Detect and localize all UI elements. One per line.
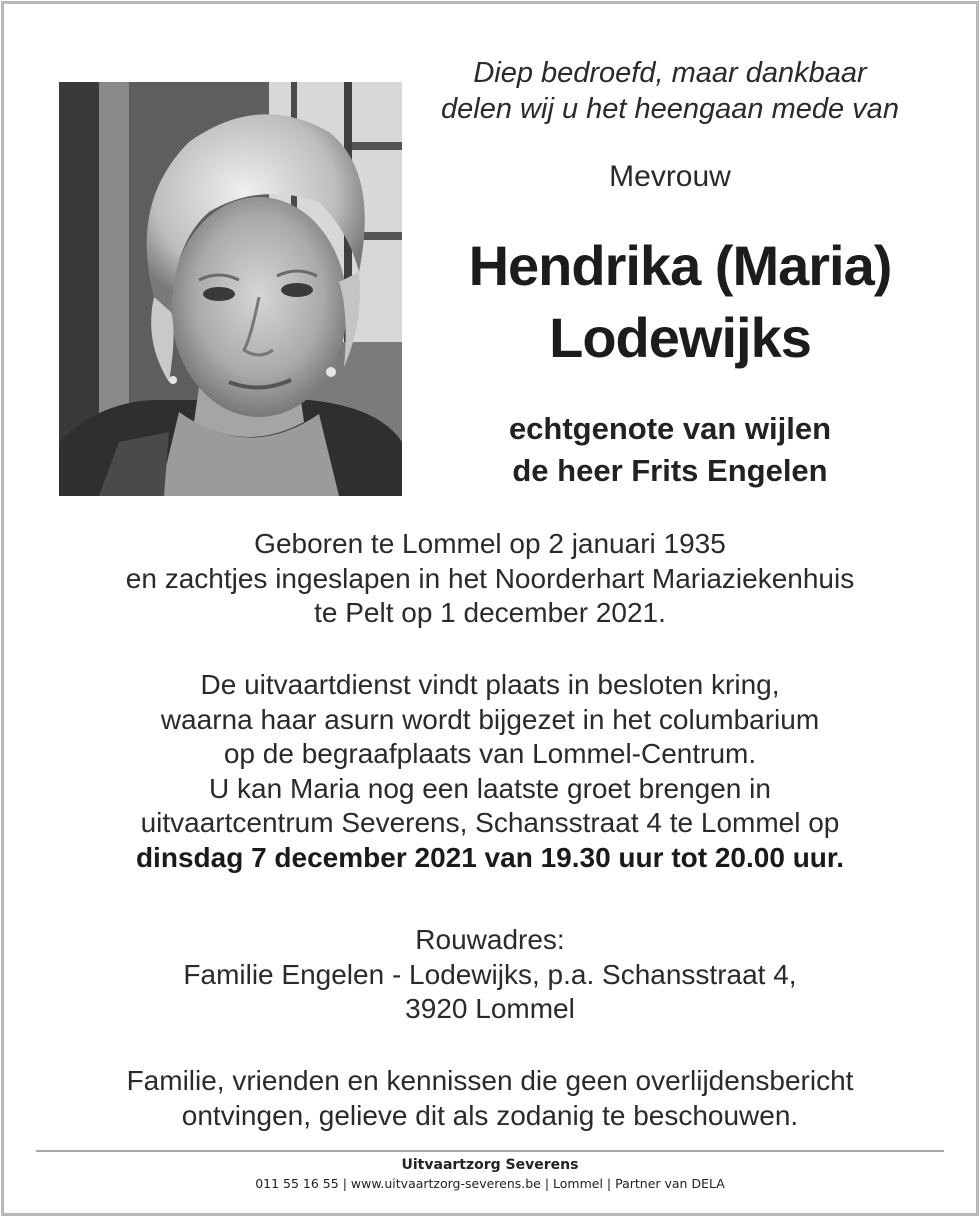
- death-line: en zachtjes ingeslapen in het Noorderhart Mariaziekenhuis: [125, 562, 855, 594]
- intro-text: [410, 55, 930, 127]
- visitation-datetime: dinsdag 7 december 2021 van 19.30 uur tot 20.00 uur.: [135, 841, 845, 873]
- funeral-home-contact: 011 55 16 55 | www.uitvaartzorg-severens.be | Lommel | Partner van DELA: [255, 1176, 725, 1191]
- mourning-address: [40, 923, 940, 1027]
- notice-line-1: Familie, vrienden en kennissen die geen overlijdensbericht: [126, 1065, 854, 1096]
- funeral-paragraph: [40, 668, 940, 875]
- portrait-photo: [59, 82, 402, 496]
- funeral-line-3: op de begraafplaats van Lommel-Centrum.: [223, 738, 757, 769]
- mourning-address-line-1: Familie Engelen - Lodewijks, p.a. Schansstraat 4,: [183, 958, 797, 990]
- mourning-address-label: Rouwadres:: [415, 924, 565, 955]
- funeral-line-2: waarna haar asurn wordt bijgezet in het columbarium: [160, 703, 820, 735]
- spouse-line-2: de heer Frits Engelen: [512, 453, 828, 488]
- footer: [36, 1156, 944, 1192]
- funeral-line-4: U kan Maria nog een laatste groet brengen in: [209, 772, 771, 804]
- funeral-line-1: De uitvaartdienst vindt plaats in besloten kring,: [200, 669, 780, 700]
- mourning-address-line-2: 3920 Lommel: [405, 993, 575, 1024]
- name-line-2: Lodewijks: [549, 306, 811, 369]
- spouse-line-1: echtgenote van wijlen: [508, 411, 832, 446]
- birth-death-paragraph: [40, 527, 940, 631]
- intro-line-2: delen wij u het heengaan mede van: [441, 93, 899, 125]
- honorific: Mevrouw: [609, 160, 731, 193]
- intro-line-1: Diep bedroefd, maar dankbaar: [473, 57, 867, 89]
- funeral-line-5: uitvaartcentrum Severens, Schansstraat 4 te Lommel op: [140, 807, 840, 838]
- name-line-1: Hendrika (Maria): [468, 234, 892, 297]
- notice-paragraph: [40, 1064, 940, 1133]
- footer-divider: [36, 1150, 944, 1152]
- deceased-name: [400, 230, 960, 374]
- spouse-text: [400, 408, 940, 492]
- birth-line: Geboren te Lommel op 2 januari 1935: [254, 528, 726, 559]
- notice-line-2: ontvingen, gelieve dit als zodanig te beschouwen.: [181, 1099, 799, 1131]
- funeral-home-name: Uitvaartzorg Severens: [401, 1157, 579, 1173]
- death-place-line: te Pelt op 1 december 2021.: [314, 597, 666, 628]
